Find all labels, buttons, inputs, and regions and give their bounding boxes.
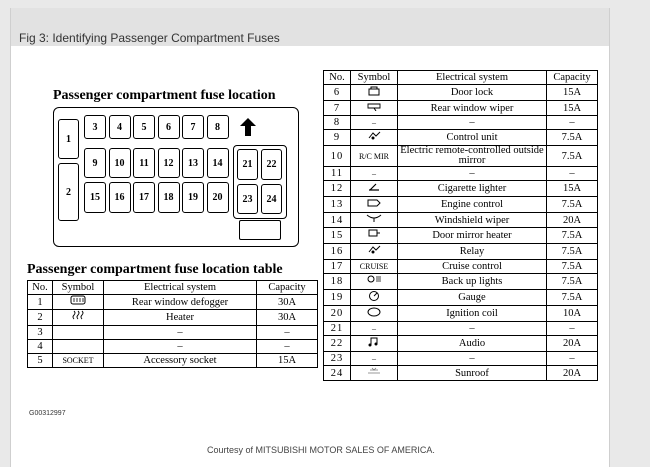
sunroof-icon	[351, 366, 398, 381]
table-row	[324, 244, 598, 260]
fuse-number: 4	[28, 340, 53, 354]
fuse-number: 3	[28, 326, 53, 340]
fuse-capacity: 10A	[547, 306, 598, 322]
door-lock-icon	[351, 85, 398, 101]
electrical-system: –	[104, 326, 257, 340]
fuse-number: 15	[324, 228, 351, 244]
electrical-system: Relay	[398, 244, 547, 260]
table-row	[324, 181, 598, 197]
control-unit-icon	[351, 130, 398, 146]
fuse-24: 24	[261, 184, 282, 214]
fuse-capacity: –	[547, 322, 598, 336]
table-row	[324, 85, 598, 101]
symbol-text	[53, 326, 104, 340]
courtesy-note: Courtesy of MITSUBISHI MOTOR SALES OF AMERICA.	[207, 445, 435, 455]
fuse-capacity: 20A	[547, 366, 598, 381]
electrical-system: Heater	[104, 310, 257, 326]
col-header-no: No.	[324, 71, 351, 85]
fuse-number: 6	[324, 85, 351, 101]
fuse-number: 17	[324, 260, 351, 274]
col-header-symbol: Symbol	[351, 71, 398, 85]
table-row	[324, 274, 598, 290]
fuse-number: 16	[324, 244, 351, 260]
table-row	[324, 306, 598, 322]
fuse-15: 15	[84, 182, 106, 213]
up-arrow-icon	[240, 118, 256, 136]
fuse-number: 19	[324, 290, 351, 306]
fuse-19: 19	[182, 182, 204, 213]
table-row	[28, 310, 318, 326]
table-row	[324, 322, 598, 336]
left-fuse-table	[27, 280, 318, 368]
defogger-icon	[53, 295, 104, 310]
table-row	[324, 197, 598, 213]
fuse-number: 24	[324, 366, 351, 381]
fuse-number: 10	[324, 146, 351, 167]
fuse-5: 5	[133, 115, 155, 139]
fuse-2: 2	[58, 163, 79, 221]
fuse-4: 4	[109, 115, 131, 139]
fuse-23: 23	[237, 184, 258, 214]
table-row	[28, 326, 318, 340]
fuse-capacity: 30A	[257, 310, 318, 326]
col-header-symbol: Symbol	[53, 281, 104, 295]
rear-wiper-icon	[351, 101, 398, 116]
fuse-number: 14	[324, 213, 351, 228]
symbol-text: –	[351, 322, 398, 336]
electrical-system: Cigarette lighter	[398, 181, 547, 197]
relay-icon	[351, 244, 398, 260]
fuse-number: 22	[324, 336, 351, 352]
table-row	[324, 167, 598, 181]
audio-icon	[351, 336, 398, 352]
electrical-system: –	[398, 167, 547, 181]
col-header-system: Electrical system	[398, 71, 547, 85]
fuse-11: 11	[133, 148, 155, 178]
fuse-number: 21	[324, 322, 351, 336]
fuse-capacity: 15A	[257, 354, 318, 368]
backup-light-icon	[351, 274, 398, 290]
fuse-number: 12	[324, 181, 351, 197]
heater-icon	[53, 310, 104, 326]
fuse-capacity: 7.5A	[547, 290, 598, 306]
col-header-system: Electrical system	[104, 281, 257, 295]
fuse-capacity: 20A	[547, 213, 598, 228]
fuse-1: 1	[58, 119, 79, 159]
fuse-capacity: 7.5A	[547, 130, 598, 146]
symbol-text: –	[351, 352, 398, 366]
left-table-title: Passenger compartment fuse location table	[27, 262, 283, 277]
table-row	[324, 260, 598, 274]
fuse-9: 9	[84, 148, 106, 178]
electrical-system: Gauge	[398, 290, 547, 306]
fuse-number: 23	[324, 352, 351, 366]
fuse-3: 3	[84, 115, 106, 139]
electrical-system: Accessory socket	[104, 354, 257, 368]
fuse-capacity: 20A	[547, 336, 598, 352]
mirror-heater-icon	[351, 228, 398, 244]
gauge-icon	[351, 290, 398, 306]
fuse-box-slot	[239, 220, 281, 240]
fuse-capacity: –	[547, 116, 598, 130]
right-fuse-table	[323, 70, 598, 381]
table-row	[324, 228, 598, 244]
table-row	[324, 116, 598, 130]
col-header-no: No.	[28, 281, 53, 295]
engine-icon	[351, 197, 398, 213]
electrical-system: –	[398, 352, 547, 366]
symbol-text: SOCKET	[53, 354, 104, 368]
symbol-text: –	[351, 116, 398, 130]
electrical-system: Sunroof	[398, 366, 547, 381]
table-row	[324, 213, 598, 228]
electrical-system: Rear window defogger	[104, 295, 257, 310]
fuse-capacity: 7.5A	[547, 274, 598, 290]
fuse-capacity: 7.5A	[547, 244, 598, 260]
electrical-system: –	[398, 116, 547, 130]
windshield-wiper-icon	[351, 213, 398, 228]
fuse-number: 2	[28, 310, 53, 326]
table-row	[324, 290, 598, 306]
electrical-system: Control unit	[398, 130, 547, 146]
fuse-number: 8	[324, 116, 351, 130]
electrical-system: Door mirror heater	[398, 228, 547, 244]
table-row	[324, 352, 598, 366]
electrical-system: Audio	[398, 336, 547, 352]
electrical-system: Door lock	[398, 85, 547, 101]
fuse-number: 1	[28, 295, 53, 310]
electrical-system: Back up lights	[398, 274, 547, 290]
table-row	[324, 146, 598, 167]
table-row	[324, 336, 598, 352]
table-row	[28, 354, 318, 368]
fuse-13: 13	[182, 148, 204, 178]
fuse-number: 18	[324, 274, 351, 290]
fuse-capacity: 7.5A	[547, 197, 598, 213]
fuse-capacity: 15A	[547, 85, 598, 101]
figure-code: G00312997	[29, 410, 66, 417]
fuse-21: 21	[237, 149, 258, 180]
figure-panel	[10, 8, 610, 467]
fuse-capacity: –	[547, 167, 598, 181]
fuse-17: 17	[133, 182, 155, 213]
table-row	[324, 130, 598, 146]
fuse-capacity: –	[257, 326, 318, 340]
fuse-number: 5	[28, 354, 53, 368]
table-row	[28, 295, 318, 310]
electrical-system: –	[398, 322, 547, 336]
fuse-16: 16	[109, 182, 131, 213]
fuse-20: 20	[207, 182, 229, 213]
fuse-14: 14	[207, 148, 229, 178]
fuse-7: 7	[182, 115, 204, 139]
fuse-18: 18	[158, 182, 180, 213]
fuse-capacity: 15A	[547, 181, 598, 197]
symbol-text: –	[351, 167, 398, 181]
fuse-6: 6	[158, 115, 180, 139]
col-header-capacity: Capacity	[257, 281, 318, 295]
symbol-text: CRUISE	[351, 260, 398, 274]
electrical-system: Rear window wiper	[398, 101, 547, 116]
fuse-number: 7	[324, 101, 351, 116]
fuse-capacity: –	[547, 352, 598, 366]
fuse-8: 8	[207, 115, 229, 139]
fuse-10: 10	[109, 148, 131, 178]
symbol-text: R/C MIR	[351, 146, 398, 167]
fuse-22: 22	[261, 149, 282, 180]
fuse-capacity: 7.5A	[547, 260, 598, 274]
table-row	[324, 366, 598, 381]
cigarette-lighter-icon	[351, 181, 398, 197]
electrical-system: Electric remote-controlled outside mirror	[398, 146, 547, 167]
fuse-number: 11	[324, 167, 351, 181]
electrical-system: Windshield wiper	[398, 213, 547, 228]
symbol-text	[53, 340, 104, 354]
ignition-coil-icon	[351, 306, 398, 322]
fuse-12: 12	[158, 148, 180, 178]
fuse-capacity: –	[257, 340, 318, 354]
fuse-capacity: 30A	[257, 295, 318, 310]
table-row	[28, 340, 318, 354]
electrical-system: Ignition coil	[398, 306, 547, 322]
fuse-capacity: 15A	[547, 101, 598, 116]
electrical-system: Engine control	[398, 197, 547, 213]
electrical-system: Cruise control	[398, 260, 547, 274]
diagram-title: Passenger compartment fuse location	[53, 88, 276, 103]
fuse-number: 13	[324, 197, 351, 213]
figure-caption: Fig 3: Identifying Passenger Compartment Fuses	[19, 31, 280, 45]
electrical-system: –	[104, 340, 257, 354]
fuse-number: 20	[324, 306, 351, 322]
fuse-capacity: 7.5A	[547, 146, 598, 167]
fuse-number: 9	[324, 130, 351, 146]
table-row	[324, 101, 598, 116]
col-header-capacity: Capacity	[547, 71, 598, 85]
fuse-capacity: 7.5A	[547, 228, 598, 244]
caption-bar	[11, 8, 609, 46]
